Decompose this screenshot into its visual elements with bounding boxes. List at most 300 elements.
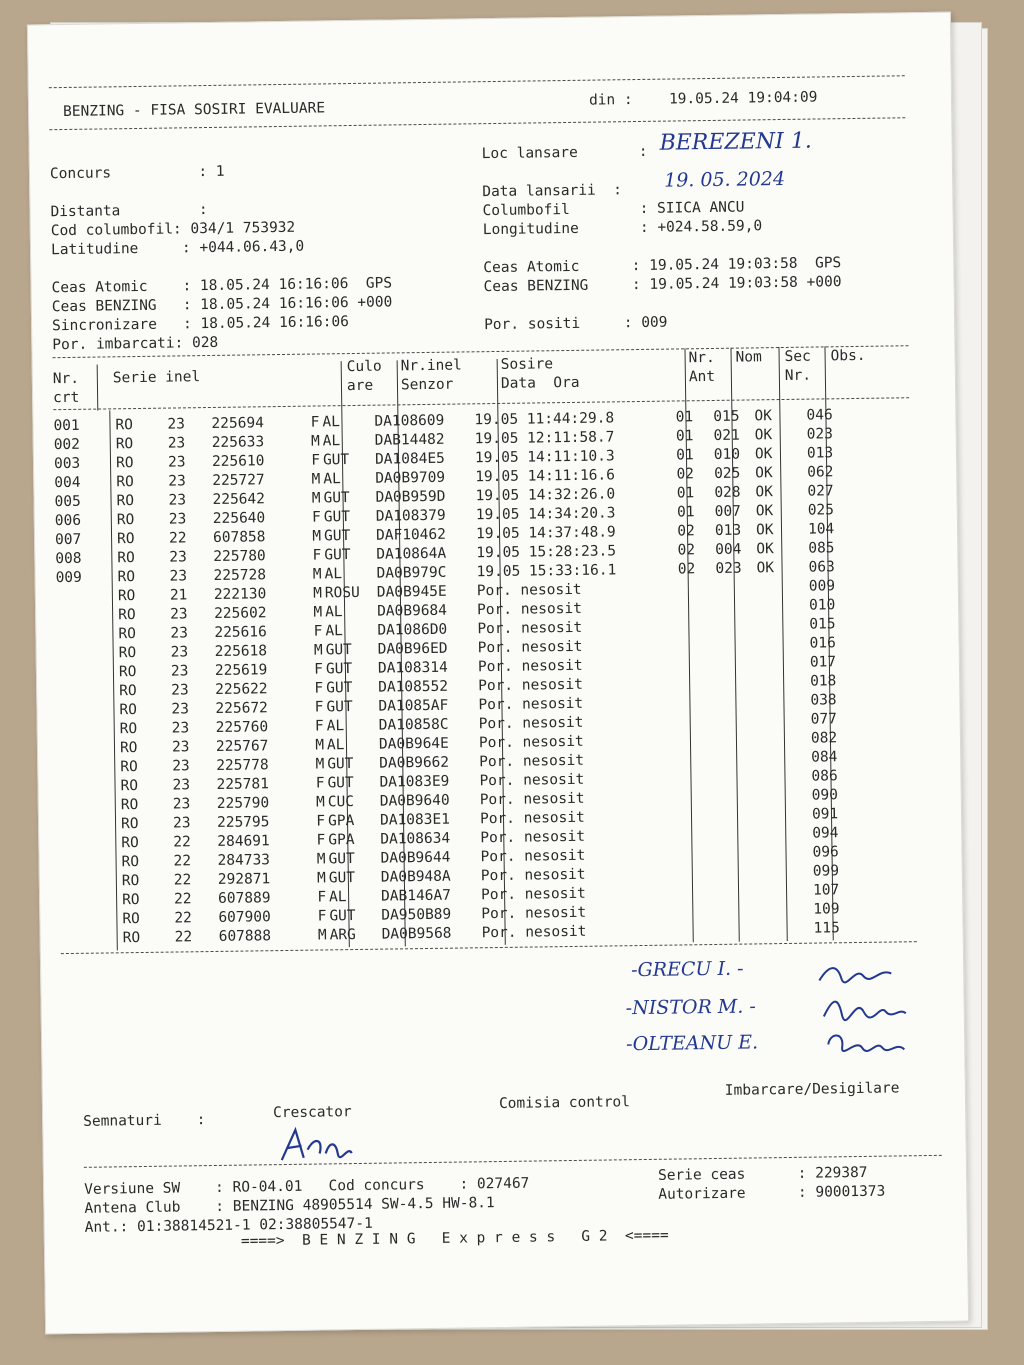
row-antenna (669, 712, 709, 732)
row-security: OK (754, 408, 773, 425)
row-year: 23 (171, 682, 189, 699)
crescator-signature (275, 1123, 356, 1168)
row-antenna (668, 693, 708, 713)
col-nr-inel-1: Nr.inel (400, 357, 462, 375)
col-sec-nr-2: Nr. (784, 367, 812, 384)
serie-ceas-line: Serie ceas : 229387 (657, 1164, 868, 1184)
row-year: 22 (173, 872, 192, 889)
row-nom (710, 844, 754, 864)
row-nr-crt (59, 834, 117, 854)
row-sex: M (311, 490, 321, 507)
row-sensor-ring: DA1085AF (378, 697, 449, 715)
row-obs: 063 (808, 559, 835, 576)
row-color: CUC (327, 794, 355, 811)
row-sensor-ring: DA0B9568 (381, 925, 452, 943)
row-sex: M (315, 737, 325, 754)
loc-lansare-label: Loc lansare : (481, 143, 648, 163)
row-nom (711, 882, 755, 902)
row-nom (708, 635, 752, 655)
row-sensor-ring: DA0B96ED (377, 640, 448, 658)
row-nom: 025 (714, 465, 741, 482)
row-sex: M (310, 433, 320, 450)
row-sensor-ring: DA0B948A (380, 868, 451, 886)
row-ring-number: 225610 (211, 453, 265, 470)
row-country: RO (118, 645, 137, 662)
row-nom (708, 654, 752, 674)
row-arrival-datetime: 19.05 14:11:16.6 (475, 467, 616, 486)
col-culoare-2: are (346, 377, 374, 395)
row-antenna: 01 (676, 447, 694, 464)
col-serie-inel: Serie inel (112, 369, 201, 387)
row-sensor-ring: DA0B9644 (380, 849, 451, 867)
row-obs: 010 (808, 597, 836, 614)
row-obs: 107 (812, 882, 840, 899)
row-country: RO (116, 512, 135, 529)
ceas-benzing-right: Ceas BENZING : 19.05.24 19:03:58 +000 (483, 274, 842, 296)
row-ring-number: 607900 (218, 909, 271, 926)
row-obs: 109 (813, 901, 840, 918)
row-arrival-datetime: Por. nesosit (481, 923, 587, 942)
row-nr-crt (59, 815, 117, 835)
row-antenna (670, 807, 710, 827)
data-lansarii-handwritten: 19. 05. 2024 (663, 167, 786, 192)
row-security (754, 825, 804, 845)
row-sensor-ring: DA0B9662 (379, 754, 450, 772)
row-antenna (668, 636, 708, 656)
signature-scribble (819, 989, 909, 1024)
row-country: RO (117, 569, 136, 586)
row-obs: 025 (807, 502, 835, 519)
row-color: GUT (323, 490, 350, 507)
row-nom (710, 806, 754, 826)
row-sensor-ring: DA0B9640 (379, 792, 450, 810)
row-color: ROSU (324, 584, 360, 602)
row-arrival-datetime: Por. nesosit (477, 619, 583, 638)
row-sex: F (313, 623, 323, 640)
row-color: GUT (329, 908, 356, 925)
row-antenna: 02 (676, 466, 695, 483)
row-nom: 015 (713, 408, 740, 425)
row-nr-crt (59, 796, 117, 816)
row-country: RO (118, 626, 137, 643)
row-sex: F (316, 832, 326, 849)
row-nr-crt: 007 (54, 531, 82, 549)
signature-scribble (822, 1027, 912, 1058)
row-antenna (671, 921, 711, 941)
row-ring-number: 225694 (211, 415, 264, 432)
col-nr-inel-2: Senzor (400, 376, 454, 394)
row-arrival-datetime: Por. nesosit (479, 790, 585, 809)
versiune-line: Versiune SW : RO-04.01 Cod concurs : 027467 (84, 1175, 530, 1198)
row-color: GUT (323, 509, 351, 526)
row-nom: 021 (713, 427, 740, 444)
row-nom (709, 749, 753, 769)
row-year: 23 (172, 758, 190, 775)
row-security (753, 749, 803, 769)
row-nr-crt (57, 701, 115, 721)
row-sex: F (310, 414, 320, 431)
row-nr-crt (57, 682, 115, 702)
row-color: GPA (327, 813, 355, 830)
row-obs: 099 (812, 863, 840, 880)
row-security (754, 806, 804, 826)
row-color: AL (323, 471, 341, 488)
row-country: RO (120, 816, 139, 833)
autorizare-line: Autorizare : 90001373 (658, 1183, 886, 1203)
row-security (755, 901, 805, 921)
row-security (754, 787, 804, 807)
row-arrival-datetime: Por. nesosit (480, 866, 586, 885)
row-country: RO (122, 892, 140, 909)
row-country: RO (115, 436, 134, 453)
handwritten-name-1: -GRECU I. - (631, 957, 744, 982)
row-sex: F (316, 813, 326, 830)
row-security (753, 711, 803, 731)
row-nr-crt (59, 853, 117, 873)
row-sex: M (313, 642, 323, 659)
row-nr-crt (58, 720, 116, 740)
row-color: AL (325, 604, 343, 621)
row-obs: 009 (808, 578, 836, 595)
row-obs: 027 (807, 483, 834, 500)
row-arrival-datetime: 19.05 12:11:58.7 (474, 429, 615, 448)
row-ring-number: 225642 (212, 491, 266, 508)
row-color: GUT (322, 452, 350, 469)
row-nom: 004 (715, 541, 742, 558)
row-security (752, 654, 802, 674)
row-sensor-ring: DA0B945E (376, 583, 447, 601)
row-ring-number: 225618 (214, 643, 268, 660)
row-ring-number: 225622 (215, 681, 268, 698)
row-obs: 084 (811, 749, 838, 766)
row-nr-crt: 005 (54, 493, 81, 511)
row-sensor-ring: DA0B964E (378, 735, 449, 753)
header-top-rule (49, 75, 905, 88)
row-nom: 013 (714, 522, 742, 539)
row-arrival-datetime: Por. nesosit (480, 847, 586, 866)
row-nr-crt (58, 777, 116, 797)
row-arrival-datetime: 19.05 14:37:48.9 (475, 524, 616, 543)
row-color: ARG (329, 927, 356, 944)
row-sex: F (314, 661, 324, 678)
row-sex: M (312, 528, 322, 545)
col-obs: Obs. (830, 347, 866, 365)
row-obs: 013 (806, 445, 834, 462)
ant-line: Ant.: 01:38814521-1 02:38805547-1 (84, 1215, 373, 1236)
row-security (752, 692, 802, 712)
ceas-atomic-left: Ceas Atomic : 18.05.24 16:16:06 GPS (51, 275, 393, 297)
row-sex: F (311, 452, 321, 469)
row-security (755, 920, 805, 940)
row-nr-crt: 001 (53, 417, 80, 435)
row-sex: M (312, 566, 322, 583)
row-antenna (668, 674, 708, 694)
row-nom (709, 730, 753, 750)
row-ring-number: 607888 (218, 928, 272, 945)
row-sensor-ring: DAB146A7 (380, 887, 452, 905)
row-ring-number: 225602 (214, 605, 267, 622)
row-nr-crt: 006 (54, 512, 82, 530)
row-sex: F (315, 775, 325, 792)
row-nom (710, 825, 754, 845)
col-nr-ant-2: Ant (688, 368, 716, 386)
row-ring-number: 292871 (217, 871, 271, 888)
row-sensor-ring: DA108314 (377, 659, 448, 677)
row-obs: 091 (811, 806, 839, 823)
row-year: 23 (168, 473, 186, 490)
row-security: OK (755, 484, 774, 501)
row-sex: M (315, 756, 325, 773)
row-year: 22 (168, 530, 187, 547)
row-year: 23 (167, 454, 186, 471)
handwritten-name-2: -NISTOR M. - (625, 995, 756, 1020)
row-obs: 096 (812, 844, 839, 861)
row-sensor-ring: DA0B979C (376, 564, 447, 582)
row-year: 23 (170, 625, 188, 642)
row-antenna: 02 (677, 523, 695, 540)
row-nr-crt (57, 644, 115, 664)
concurs-line: Concurs : 1 (49, 163, 225, 183)
row-arrival-datetime: Por. nesosit (479, 752, 585, 771)
row-color: GUT (328, 851, 355, 868)
row-arrival-datetime: 19.05 14:34:20.3 (475, 505, 616, 524)
row-country: RO (121, 854, 140, 871)
row-sensor-ring: DA1083E9 (379, 773, 450, 791)
row-nr-crt (56, 587, 114, 607)
row-obs: 090 (811, 787, 839, 804)
row-arrival-datetime: Por. nesosit (480, 828, 586, 847)
row-year: 22 (173, 853, 192, 870)
row-sensor-ring: DA10858C (378, 716, 449, 734)
row-ring-number: 225790 (216, 795, 270, 812)
row-country: RO (122, 930, 141, 947)
handwritten-name-3: -OLTEANU E. (626, 1031, 759, 1056)
row-year: 23 (169, 549, 187, 566)
row-year: 23 (171, 739, 190, 756)
row-arrival-datetime: Por. nesosit (478, 733, 584, 752)
row-year: 23 (167, 416, 186, 433)
row-country: RO (121, 835, 139, 852)
row-sex: F (312, 547, 322, 564)
row-year: 22 (173, 834, 191, 851)
row-color: GUT (325, 661, 353, 678)
row-antenna (669, 731, 709, 751)
row-security (755, 863, 805, 883)
row-color: AL (326, 718, 345, 735)
row-nr-crt: 003 (53, 455, 81, 473)
row-obs: 046 (806, 407, 833, 424)
row-color: AL (324, 566, 343, 583)
row-antenna (671, 883, 711, 903)
cod-columbofil-line: Cod columbofil: 034/1 753932 (50, 219, 296, 240)
row-obs: 104 (807, 521, 835, 538)
row-nr-crt (58, 739, 116, 759)
row-obs: 018 (810, 673, 837, 690)
row-year: 23 (170, 606, 188, 623)
row-color: GUT (323, 528, 351, 545)
row-ring-number: 284733 (217, 852, 271, 869)
col-sosire-2: Data Ora (500, 374, 580, 392)
row-antenna: 02 (677, 561, 696, 578)
row-color: AL (322, 433, 341, 450)
col-nr-crt-1: Nr. (52, 370, 80, 388)
crescator-label: Crescator (273, 1104, 352, 1122)
row-country: RO (117, 588, 136, 605)
row-sensor-ring: DAB14482 (374, 431, 445, 449)
row-nr-crt (60, 891, 118, 911)
row-nr-crt: 009 (55, 569, 82, 587)
row-year: 23 (171, 720, 190, 737)
row-arrival-datetime: Por. nesosit (480, 885, 586, 904)
row-sex: M (313, 604, 323, 621)
row-antenna (670, 826, 710, 846)
row-nom (707, 616, 751, 636)
report-title: BENZING - FISA SOSIRI EVALUARE (63, 100, 326, 121)
row-year: 22 (174, 910, 192, 927)
row-nom (711, 920, 755, 940)
data-lansarii-label: Data lansarii : (482, 182, 623, 201)
row-color: AL (329, 889, 347, 906)
row-obs: 017 (809, 654, 837, 671)
row-year: 23 (167, 435, 186, 452)
row-nom: 010 (713, 446, 741, 463)
row-year: 22 (174, 929, 193, 946)
row-arrival-datetime: Por. nesosit (477, 638, 583, 657)
row-arrival-datetime: 19.05 15:28:23.5 (476, 543, 617, 562)
row-antenna: 01 (675, 428, 694, 445)
row-security: OK (755, 465, 773, 482)
row-nom (711, 863, 755, 883)
row-nr-crt (60, 872, 118, 892)
col-sosire-1: Sosire (500, 356, 554, 373)
row-nom (709, 711, 753, 731)
row-year: 23 (172, 796, 191, 813)
row-year: 23 (168, 511, 187, 528)
row-obs: 077 (810, 711, 837, 728)
row-security (751, 616, 801, 636)
distanta-line: Distanta : (50, 202, 208, 221)
row-sensor-ring: DA108634 (380, 830, 451, 848)
row-antenna (667, 598, 707, 618)
row-ring-number: 225616 (214, 624, 267, 641)
row-ring-number: 225760 (215, 719, 269, 736)
row-security (752, 673, 802, 693)
row-country: RO (115, 455, 134, 472)
row-sensor-ring: DA0B959D (375, 488, 446, 506)
row-sensor-ring: DA108609 (374, 412, 445, 430)
row-antenna: 01 (675, 409, 694, 426)
row-color: GUT (327, 775, 354, 792)
row-year: 23 (168, 492, 187, 509)
row-year: 23 (170, 644, 189, 661)
row-obs: 062 (807, 464, 834, 481)
row-obs: 085 (808, 540, 835, 557)
row-antenna: 02 (677, 542, 696, 559)
row-color: AL (325, 623, 343, 640)
row-sensor-ring: DA108552 (378, 678, 449, 696)
row-ring-number: 607889 (218, 890, 271, 907)
comisia-control-label: Comisia control (498, 1094, 631, 1113)
row-arrival-datetime: 19.05 11:44:29.8 (474, 410, 615, 429)
row-country: RO (120, 759, 138, 776)
row-security: OK (754, 446, 773, 463)
row-country: RO (119, 683, 137, 700)
row-country: RO (116, 493, 135, 510)
row-sex: M (317, 870, 326, 887)
row-arrival-datetime: Por. nesosit (477, 657, 583, 676)
row-security (755, 882, 805, 902)
row-sex: M (317, 927, 327, 944)
row-ring-number: 225728 (213, 567, 267, 584)
row-security (754, 844, 804, 864)
row-obs: 023 (806, 426, 834, 443)
row-sensor-ring: DA0B9684 (377, 602, 448, 620)
row-ring-number: 225672 (215, 700, 268, 717)
row-color: GUT (325, 642, 352, 659)
row-sex: F (317, 889, 327, 906)
row-antenna: 01 (676, 485, 695, 502)
report-page (27, 12, 969, 1335)
row-antenna (671, 902, 711, 922)
col-separator (97, 365, 99, 411)
row-color: AL (326, 737, 345, 754)
row-country: RO (118, 607, 136, 624)
por-sositi-line: Por. sositi : 009 (484, 314, 668, 334)
row-country: RO (119, 702, 138, 719)
sincronizare-line: Sincronizare : 18.05.24 16:16:06 (52, 314, 350, 335)
benzing-brand-line: ====> B E N Z I N G E x p r e s s G 2 <==== (240, 1227, 669, 1250)
row-security (753, 730, 803, 750)
row-security (751, 597, 801, 617)
row-nom (708, 692, 752, 712)
row-nr-crt (61, 929, 119, 949)
row-nom (707, 597, 751, 617)
row-color: GUT (324, 547, 351, 564)
row-security: OK (756, 541, 774, 558)
row-arrival-datetime: Por. nesosit (481, 904, 587, 923)
col-sec-nr-1: Sec (784, 348, 811, 365)
row-antenna (669, 769, 709, 789)
row-ring-number: 225727 (212, 472, 265, 489)
ceas-benzing-left: Ceas BENZING : 18.05.24 16:16:06 +000 (51, 294, 393, 316)
row-arrival-datetime: Por. nesosit (478, 714, 584, 733)
row-year: 22 (174, 891, 192, 908)
row-antenna (667, 617, 707, 637)
row-sensor-ring: DA10864A (376, 545, 447, 563)
row-year: 23 (171, 701, 190, 718)
row-country: RO (121, 873, 140, 890)
row-year: 23 (170, 663, 189, 680)
row-country: RO (122, 911, 140, 928)
row-sensor-ring: DA108379 (375, 507, 446, 525)
row-nr-crt (58, 758, 116, 778)
row-nr-crt (56, 625, 114, 645)
row-antenna (669, 750, 709, 770)
ceas-atomic-right: Ceas Atomic : 19.05.24 19:03:58 GPS (483, 255, 842, 277)
row-country: RO (120, 797, 139, 814)
row-color: GUT (327, 756, 354, 773)
row-obs: 082 (810, 730, 838, 747)
row-nr-crt: 002 (53, 436, 81, 454)
row-ring-number: 225619 (214, 662, 268, 679)
row-country: RO (118, 664, 137, 681)
row-arrival-datetime: Por. nesosit (476, 581, 582, 600)
row-sex: M (311, 471, 321, 488)
row-arrival-datetime: 19.05 14:32:26.0 (475, 486, 616, 505)
row-year: 21 (169, 587, 188, 604)
row-arrival-datetime: Por. nesosit (479, 771, 585, 790)
row-year: 23 (172, 815, 191, 832)
